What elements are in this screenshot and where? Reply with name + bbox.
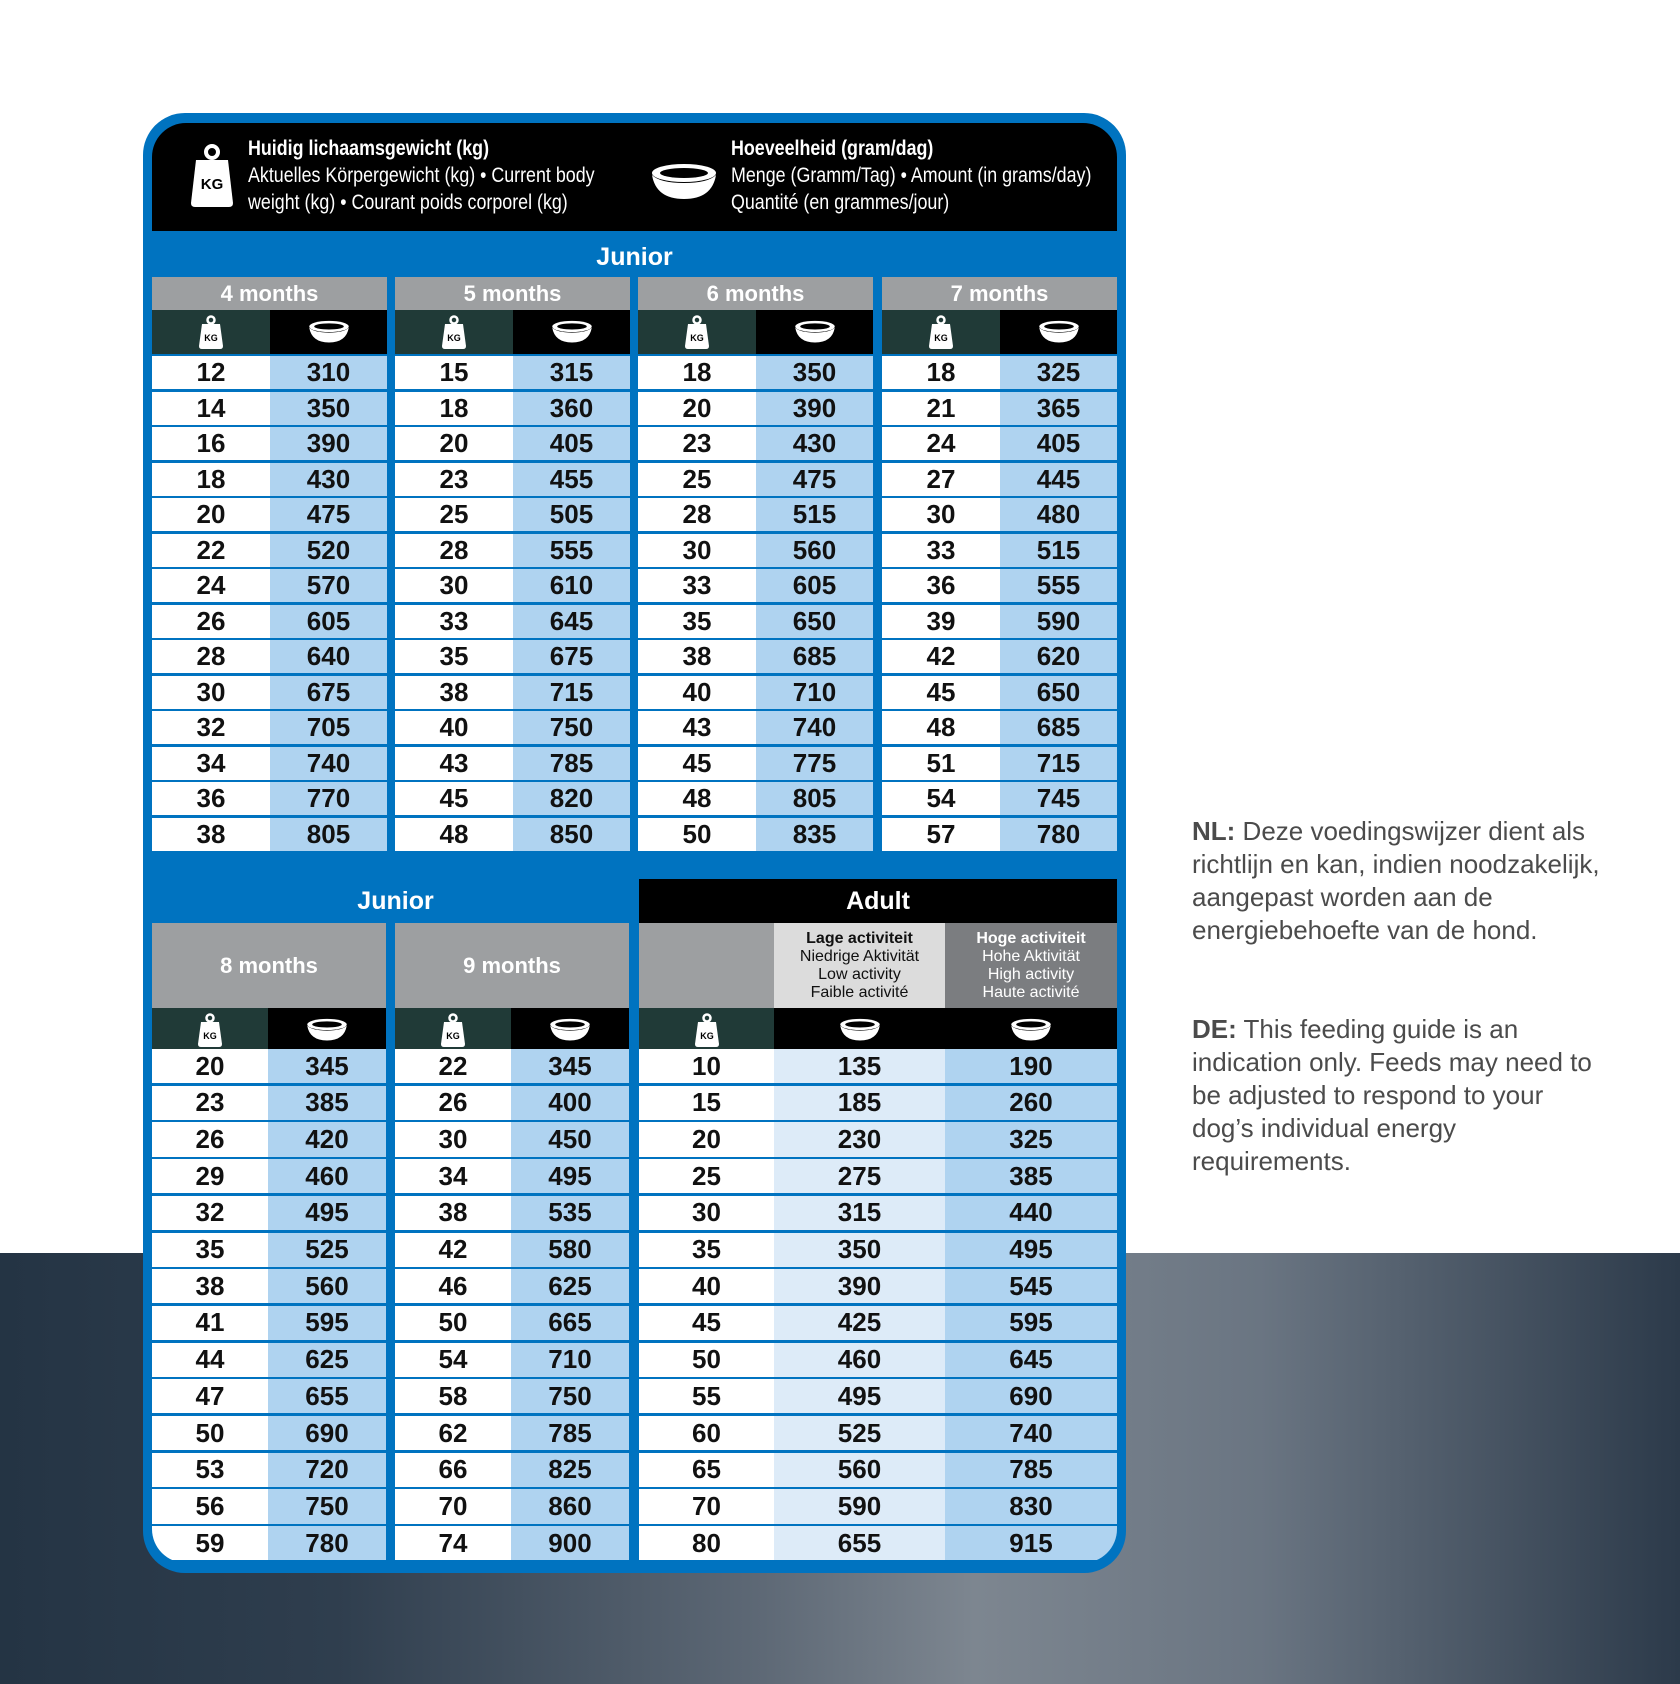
food-bowl-icon [945, 1008, 1117, 1052]
month-header: 4 months [152, 277, 387, 310]
high-amount-cell: 785 [945, 1453, 1117, 1487]
weight-cell: 20 [152, 498, 270, 531]
amount-cell: 625 [268, 1343, 386, 1377]
low-activity-label: Niedrige Aktivität [799, 947, 920, 965]
weight-cell: 28 [395, 534, 513, 567]
amount-cell: 475 [270, 498, 387, 531]
weight-cell: 70 [639, 1489, 774, 1523]
amount-cell: 535 [511, 1196, 629, 1230]
amount-cell: 560 [756, 534, 873, 567]
svg-text:KG: KG [200, 176, 224, 193]
amount-cell: 740 [756, 711, 873, 744]
note-nl-text: Deze voedingswijzer dient als richtlijn en kan, indien noodzakelijk, aangepast worden aan de energiebehoefte van de hond. [1192, 816, 1600, 945]
amount-cell: 750 [268, 1489, 386, 1523]
amount-cell: 520 [270, 534, 387, 567]
kg-weight-icon [882, 310, 1000, 354]
weight-cell: 41 [152, 1306, 268, 1340]
amount-cell: 430 [756, 427, 873, 460]
high-amount-cell: 690 [945, 1379, 1117, 1413]
weight-cell: 66 [395, 1453, 511, 1487]
junior-bottom-title: Junior [357, 887, 434, 915]
weight-cell: 40 [638, 676, 756, 709]
junior-top-title: Junior [596, 243, 673, 271]
weight-cell: 46 [395, 1269, 511, 1303]
weight-cell: 35 [152, 1233, 268, 1267]
weight-cell: 45 [395, 782, 513, 815]
note-de-tag: DE: [1192, 1014, 1237, 1044]
amount-cell: 715 [1000, 747, 1117, 780]
amount-cell: 310 [270, 356, 387, 389]
weight-title: Huidig lichaamsgewicht (kg) [248, 137, 490, 160]
amount-cell: 570 [270, 569, 387, 602]
food-bowl-icon [511, 1008, 629, 1052]
amount-cell: 620 [1000, 640, 1117, 673]
adult-header-blank [639, 923, 774, 1008]
weight-cell: 18 [152, 463, 270, 496]
amount-cell: 590 [1000, 605, 1117, 638]
low-amount-cell: 230 [774, 1122, 945, 1156]
weight-cell: 35 [395, 640, 513, 673]
amount-subtitle-2: Quantité (en grammes/jour) [731, 191, 950, 214]
food-bowl-icon [513, 310, 630, 354]
note-nl-tag: NL: [1192, 816, 1236, 846]
weight-cell: 50 [639, 1343, 774, 1377]
low-amount-cell: 590 [774, 1489, 945, 1523]
weight-cell: 32 [152, 1196, 268, 1230]
food-bowl-icon [774, 1008, 945, 1052]
amount-cell: 445 [1000, 463, 1117, 496]
weight-cell: 23 [638, 427, 756, 460]
amount-cell: 690 [268, 1416, 386, 1450]
amount-cell: 555 [1000, 569, 1117, 602]
note-de [1192, 1013, 1612, 1178]
amount-cell: 665 [511, 1306, 629, 1340]
low-amount-cell: 560 [774, 1453, 945, 1487]
amount-cell: 325 [1000, 356, 1117, 389]
weight-cell: 22 [395, 1049, 511, 1083]
amount-cell: 685 [1000, 711, 1117, 744]
weight-cell: 55 [639, 1379, 774, 1413]
weight-cell: 28 [638, 498, 756, 531]
weight-cell: 33 [638, 569, 756, 602]
amount-cell: 650 [756, 605, 873, 638]
weight-cell: 74 [395, 1526, 511, 1560]
high-amount-cell: 440 [945, 1196, 1117, 1230]
weight-cell: 42 [882, 640, 1000, 673]
amount-cell: 360 [513, 392, 630, 425]
food-bowl-icon [268, 1008, 386, 1052]
amount-cell: 655 [268, 1379, 386, 1413]
amount-cell: 405 [1000, 427, 1117, 460]
weight-cell: 42 [395, 1233, 511, 1267]
weight-subtitle-1: Aktuelles Körpergewicht (kg) • Current body [248, 164, 595, 187]
amount-cell: 715 [513, 676, 630, 709]
svg-text:KG: KG [934, 333, 948, 343]
weight-cell: 48 [395, 818, 513, 851]
amount-cell: 555 [513, 534, 630, 567]
svg-text:KG: KG [203, 1031, 217, 1041]
weight-cell: 32 [152, 711, 270, 744]
amount-cell: 495 [511, 1159, 629, 1193]
month-header: 8 months [152, 923, 386, 1008]
kg-weight-icon [395, 310, 513, 354]
high-amount-cell: 385 [945, 1159, 1117, 1193]
low-activity-label: Lage activiteit [806, 929, 913, 947]
weight-cell: 47 [152, 1379, 268, 1413]
amount-cell: 365 [1000, 392, 1117, 425]
svg-text:KG: KG [446, 1031, 460, 1041]
weight-cell: 70 [395, 1489, 511, 1523]
amount-cell: 675 [513, 640, 630, 673]
amount-cell: 400 [511, 1086, 629, 1120]
amount-cell: 525 [268, 1233, 386, 1267]
high-activity-label: Hoge activiteit [976, 929, 1086, 947]
amount-cell: 405 [513, 427, 630, 460]
weight-cell: 36 [882, 569, 1000, 602]
low-amount-cell: 390 [774, 1269, 945, 1303]
weight-cell: 26 [152, 1122, 268, 1156]
amount-cell: 345 [268, 1049, 386, 1083]
low-activity-label: Low activity [818, 965, 901, 983]
amount-cell: 315 [513, 356, 630, 389]
amount-cell: 350 [756, 356, 873, 389]
amount-cell: 705 [270, 711, 387, 744]
feeding-guide-card [143, 113, 1126, 1573]
amount-cell: 785 [513, 747, 630, 780]
weight-cell: 24 [882, 427, 1000, 460]
amount-cell: 900 [511, 1526, 629, 1560]
note-nl [1192, 815, 1612, 947]
weight-cell: 44 [152, 1343, 268, 1377]
amount-cell: 495 [268, 1196, 386, 1230]
month-header: 5 months [395, 277, 630, 310]
amount-cell: 805 [270, 818, 387, 851]
kg-weight-icon [638, 310, 756, 354]
weight-cell: 21 [882, 392, 1000, 425]
amount-cell: 430 [270, 463, 387, 496]
amount-cell: 780 [268, 1526, 386, 1560]
low-amount-cell: 495 [774, 1379, 945, 1413]
weight-cell: 28 [152, 640, 270, 673]
weight-cell: 20 [638, 392, 756, 425]
high-amount-cell: 545 [945, 1269, 1117, 1303]
amount-cell: 605 [270, 605, 387, 638]
amount-cell: 450 [511, 1122, 629, 1156]
weight-cell: 50 [395, 1306, 511, 1340]
amount-cell: 475 [756, 463, 873, 496]
feeding-guide-inner [152, 123, 1117, 1563]
weight-cell: 30 [152, 676, 270, 709]
weight-cell: 34 [395, 1159, 511, 1193]
weight-cell: 57 [882, 818, 1000, 851]
amount-title: Hoeveelheid (gram/dag) [731, 137, 934, 160]
weight-cell: 38 [395, 676, 513, 709]
amount-cell: 860 [511, 1489, 629, 1523]
kg-weight-icon [152, 310, 270, 354]
weight-cell: 30 [638, 534, 756, 567]
weight-cell: 45 [638, 747, 756, 780]
weight-cell: 12 [152, 356, 270, 389]
amount-cell: 480 [1000, 498, 1117, 531]
low-amount-cell: 315 [774, 1196, 945, 1230]
weight-header-text [248, 135, 656, 216]
amount-cell: 515 [756, 498, 873, 531]
weight-cell: 43 [638, 711, 756, 744]
amount-cell: 775 [756, 747, 873, 780]
weight-cell: 65 [639, 1453, 774, 1487]
weight-cell: 23 [152, 1086, 268, 1120]
high-amount-cell: 830 [945, 1489, 1117, 1523]
weight-cell: 48 [882, 711, 1000, 744]
weight-cell: 39 [882, 605, 1000, 638]
amount-cell: 515 [1000, 534, 1117, 567]
amount-cell: 390 [270, 427, 387, 460]
weight-cell: 40 [395, 711, 513, 744]
amount-cell: 745 [1000, 782, 1117, 815]
weight-cell: 25 [395, 498, 513, 531]
header-bar [152, 123, 1117, 231]
weight-cell: 15 [639, 1086, 774, 1120]
amount-cell: 420 [268, 1122, 386, 1156]
amount-header-text [731, 135, 1117, 216]
weight-cell: 38 [638, 640, 756, 673]
amount-cell: 605 [756, 569, 873, 602]
month-header: 7 months [882, 277, 1117, 310]
food-bowl-icon [1000, 310, 1117, 354]
amount-cell: 805 [756, 782, 873, 815]
amount-cell: 740 [270, 747, 387, 780]
high-amount-cell: 325 [945, 1122, 1117, 1156]
amount-cell: 650 [1000, 676, 1117, 709]
weight-cell: 20 [639, 1122, 774, 1156]
weight-cell: 54 [395, 1343, 511, 1377]
amount-cell: 385 [268, 1086, 386, 1120]
weight-cell: 25 [638, 463, 756, 496]
amount-cell: 390 [756, 392, 873, 425]
amount-cell: 350 [270, 392, 387, 425]
low-amount-cell: 185 [774, 1086, 945, 1120]
weight-cell: 33 [395, 605, 513, 638]
weight-cell: 53 [152, 1453, 268, 1487]
amount-cell: 685 [756, 640, 873, 673]
weight-cell: 38 [152, 818, 270, 851]
weight-cell: 23 [395, 463, 513, 496]
note-de-text: This feeding guide is an indication only. Feeds may need to be adjusted to respond to your dog’s individual energy requirements. [1192, 1014, 1592, 1176]
amount-subtitle-1: Menge (Gramm/Tag) • Amount (in grams/day) [731, 164, 1092, 187]
kg-weight-icon [395, 1008, 511, 1052]
amount-cell: 505 [513, 498, 630, 531]
weight-cell: 15 [395, 356, 513, 389]
month-header: 9 months [395, 923, 629, 1008]
weight-cell: 27 [882, 463, 1000, 496]
amount-cell: 850 [513, 818, 630, 851]
kg-weight-icon [152, 1008, 268, 1052]
weight-subtitle-2: weight (kg) • Courant poids corporel (kg) [248, 191, 568, 214]
low-amount-cell: 275 [774, 1159, 945, 1193]
weight-cell: 22 [152, 534, 270, 567]
amount-cell: 455 [513, 463, 630, 496]
svg-text:KG: KG [204, 333, 218, 343]
amount-cell: 580 [511, 1233, 629, 1267]
high-amount-cell: 495 [945, 1233, 1117, 1267]
weight-cell: 62 [395, 1416, 511, 1450]
amount-cell: 820 [513, 782, 630, 815]
weight-cell: 30 [639, 1196, 774, 1230]
weight-cell: 38 [395, 1196, 511, 1230]
low-amount-cell: 350 [774, 1233, 945, 1267]
weight-cell: 10 [639, 1049, 774, 1083]
weight-cell: 50 [638, 818, 756, 851]
weight-cell: 30 [395, 569, 513, 602]
low-amount-cell: 460 [774, 1343, 945, 1377]
weight-cell: 51 [882, 747, 1000, 780]
low-amount-cell: 425 [774, 1306, 945, 1340]
weight-cell: 33 [882, 534, 1000, 567]
weight-cell: 45 [639, 1306, 774, 1340]
amount-cell: 750 [511, 1379, 629, 1413]
weight-cell: 20 [152, 1049, 268, 1083]
high-amount-cell: 190 [945, 1049, 1117, 1083]
low-activity-label: Faible activité [810, 983, 909, 1001]
amount-cell: 675 [270, 676, 387, 709]
amount-cell: 720 [268, 1453, 386, 1487]
amount-cell: 825 [511, 1453, 629, 1487]
high-activity-label: Haute activité [982, 983, 1080, 1001]
svg-text:KG: KG [690, 333, 704, 343]
amount-cell: 710 [511, 1343, 629, 1377]
svg-text:KG: KG [447, 333, 461, 343]
high-amount-cell: 740 [945, 1416, 1117, 1450]
low-activity-header [774, 923, 945, 1008]
adult-title: Adult [639, 879, 1117, 923]
weight-cell: 45 [882, 676, 1000, 709]
kg-weight-icon [190, 143, 234, 212]
high-amount-cell: 915 [945, 1526, 1117, 1560]
kg-weight-icon [639, 1008, 774, 1052]
weight-cell: 43 [395, 747, 513, 780]
amount-cell: 710 [756, 676, 873, 709]
amount-cell: 560 [268, 1269, 386, 1303]
weight-cell: 50 [152, 1416, 268, 1450]
amount-cell: 750 [513, 711, 630, 744]
weight-cell: 29 [152, 1159, 268, 1193]
weight-cell: 16 [152, 427, 270, 460]
high-amount-cell: 645 [945, 1343, 1117, 1377]
food-bowl-icon [756, 310, 873, 354]
weight-cell: 24 [152, 569, 270, 602]
amount-cell: 645 [513, 605, 630, 638]
weight-cell: 26 [395, 1086, 511, 1120]
amount-cell: 610 [513, 569, 630, 602]
weight-cell: 34 [152, 747, 270, 780]
amount-cell: 345 [511, 1049, 629, 1083]
high-activity-label: Hohe Aktivität [982, 947, 1080, 965]
amount-cell: 595 [268, 1306, 386, 1340]
weight-cell: 18 [882, 356, 1000, 389]
svg-text:KG: KG [699, 1031, 714, 1041]
month-header: 6 months [638, 277, 873, 310]
food-bowl-icon [270, 310, 387, 354]
amount-cell: 835 [756, 818, 873, 851]
weight-cell: 38 [152, 1269, 268, 1303]
weight-cell: 60 [639, 1416, 774, 1450]
weight-cell: 18 [395, 392, 513, 425]
weight-cell: 30 [882, 498, 1000, 531]
weight-cell: 30 [395, 1122, 511, 1156]
weight-cell: 58 [395, 1379, 511, 1413]
amount-cell: 770 [270, 782, 387, 815]
weight-cell: 35 [638, 605, 756, 638]
weight-cell: 56 [152, 1489, 268, 1523]
weight-cell: 40 [639, 1269, 774, 1303]
low-amount-cell: 135 [774, 1049, 945, 1083]
amount-cell: 460 [268, 1159, 386, 1193]
weight-cell: 20 [395, 427, 513, 460]
weight-cell: 36 [152, 782, 270, 815]
weight-cell: 80 [639, 1526, 774, 1560]
amount-cell: 785 [511, 1416, 629, 1450]
weight-cell: 26 [152, 605, 270, 638]
low-amount-cell: 525 [774, 1416, 945, 1450]
food-bowl-icon [650, 163, 718, 206]
weight-cell: 18 [638, 356, 756, 389]
high-activity-header [945, 923, 1117, 1008]
weight-cell: 54 [882, 782, 1000, 815]
low-amount-cell: 655 [774, 1526, 945, 1560]
weight-cell: 48 [638, 782, 756, 815]
high-amount-cell: 260 [945, 1086, 1117, 1120]
high-amount-cell: 595 [945, 1306, 1117, 1340]
amount-cell: 625 [511, 1269, 629, 1303]
weight-cell: 35 [639, 1233, 774, 1267]
weight-cell: 59 [152, 1526, 268, 1560]
weight-cell: 14 [152, 392, 270, 425]
amount-cell: 780 [1000, 818, 1117, 851]
amount-cell: 640 [270, 640, 387, 673]
high-activity-label: High activity [987, 965, 1075, 983]
weight-cell: 25 [639, 1159, 774, 1193]
